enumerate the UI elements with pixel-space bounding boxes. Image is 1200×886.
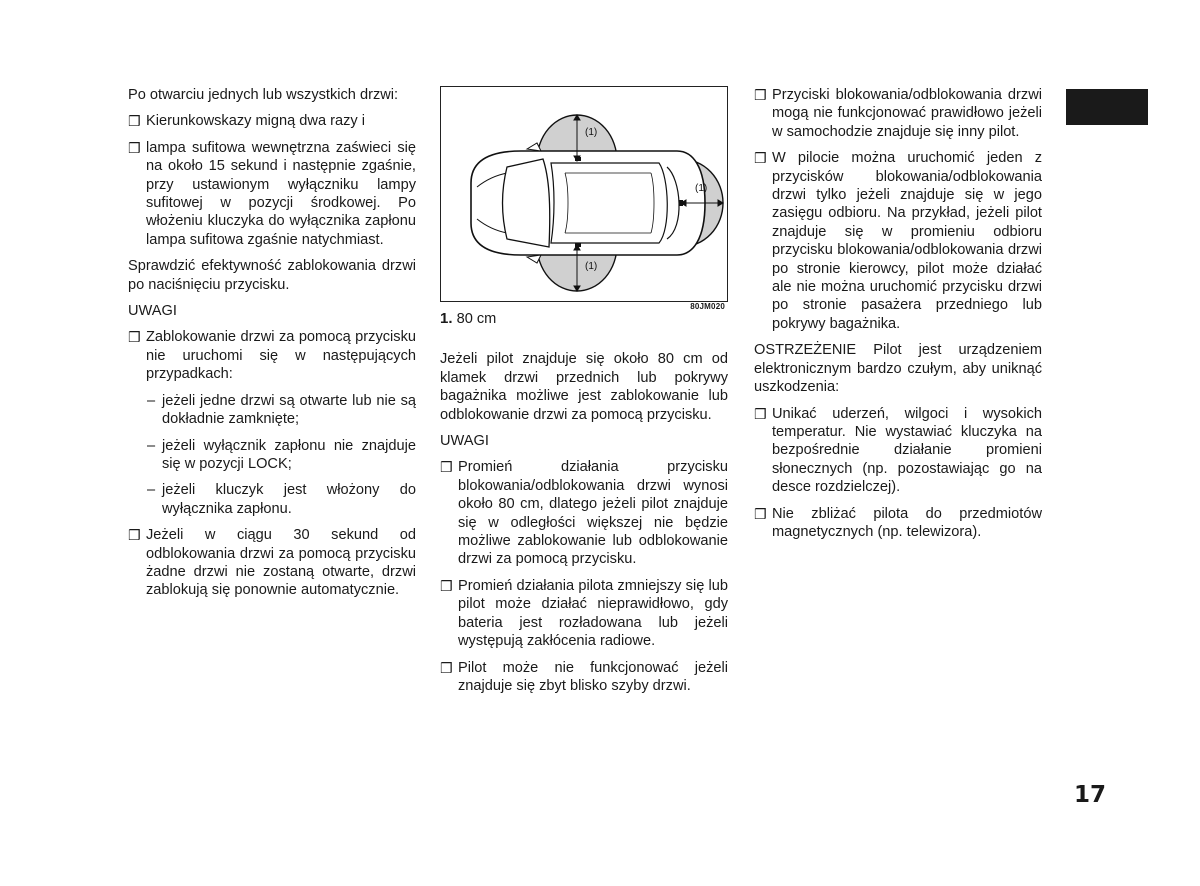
- column-3: [754, 86, 1042, 549]
- warning-text: OSTRZEŻENIE Pilot jest urządzeniem elektronicznym bardzo czułym, aby uniknąć uszkodzenia:: [754, 342, 1042, 396]
- dash-bullet-icon: –: [147, 482, 156, 499]
- section-tab: [1066, 89, 1148, 125]
- list-item: ❒ Promień działania przycisku blokowania/odblokowania drzwi wynosi około 80 cm, dlatego jeżeli pilot znajduje się w odległości większej nie będzie możliwe zablokowanie lub odblokowanie drzwi za pomocą przycisku.: [440, 459, 728, 568]
- dash-item: – jeżeli kluczyk jest włożony do wyłącznika zapłonu.: [147, 482, 416, 517]
- checkbox-bullet-icon: ❒: [128, 113, 141, 130]
- checkbox-bullet-icon: ❒: [128, 329, 141, 346]
- dash-bullet-icon: –: [147, 392, 156, 409]
- checkbox-bullet-icon: ❒: [128, 139, 141, 156]
- checkbox-bullet-icon: ❒: [440, 459, 453, 476]
- caption-number: 1.: [440, 310, 453, 327]
- checkbox-bullet-icon: ❒: [754, 150, 767, 167]
- car-diagram: [441, 87, 727, 301]
- label-top: (1): [585, 127, 598, 138]
- checkbox-bullet-icon: ❒: [128, 527, 141, 544]
- notes-heading: UWAGI: [440, 433, 489, 450]
- car-range-figure: [440, 86, 728, 311]
- list-item: ❒ Zablokowanie drzwi za pomocą przycisku nie uruchomi się w następujących przypadkach:: [128, 329, 416, 383]
- checkbox-bullet-icon: ❒: [754, 405, 767, 422]
- checkbox-bullet-icon: ❒: [754, 87, 767, 103]
- checkbox-bullet-icon: ❒: [754, 505, 767, 522]
- figure-caption: [440, 310, 728, 328]
- dash-item: – jeżeli jedne drzwi są otwarte lub nie są dokładnie zamknięte;: [147, 392, 416, 428]
- dash-item: – jeżeli wyłącznik zapłonu nie znajduje się w pozycji LOCK;: [147, 437, 416, 472]
- list-item: ❒ Przyciski blokowania/odblokowania drzwi mogą nie funkcjonować prawidłowo jeżeli w samochodzie znajduje się inny pilot.: [754, 87, 1042, 140]
- list-item: ❒ Nie zbliżać pilota do przedmiotów magnetycznych (np. telewizora).: [754, 505, 1042, 540]
- page-number: 17: [1074, 782, 1107, 808]
- list-item: ❒ Jeżeli w ciągu 30 sekund od odblokowania drzwi za pomocą przycisku żadne drzwi nie zostaną otwarte, drzwi zablokują się ponownie automatycznie.: [128, 527, 416, 599]
- list-item: ❒ lampa sufitowa wewnętrzna zaświeci się na około 15 sekund i następnie zgaśnie, przy ustawionym wyłączniku lampy sufitowej w pozycji środkowej. Po włożeniu kluczyka do wyłącznika zapłonu lampa sufitowa zgaśnie natychmiast.: [128, 139, 416, 248]
- list-item: ❒ Pilot może nie funkcjonować jeżeli znajduje się zbyt blisko szyby drzwi.: [440, 659, 728, 694]
- dash-bullet-icon: –: [147, 437, 156, 454]
- column-2: [440, 86, 728, 703]
- intro-text: Po otwarciu jednych lub wszystkich drzwi:: [128, 87, 399, 103]
- label-bottom: (1): [585, 261, 598, 272]
- list-item: ❒ Promień działania pilota zmniejszy się lub pilot może działać nieprawidłowo, gdy bateria jest rozładowana lub jeżeli występują zakłócenia radiowe.: [440, 577, 728, 650]
- column-1: [128, 86, 416, 608]
- caption-text: 80 cm: [456, 311, 497, 327]
- figure-code: 80JM020: [690, 301, 725, 311]
- list-item: ❒ Unikać uderzeń, wilgoci i wysokich temperatur. Nie wystawiać kluczyka na bezpośrednie działanie promieni słonecznych (np. pozostawiając go na desce rozdzielczej).: [754, 405, 1042, 496]
- label-right: (1): [695, 183, 708, 194]
- list-item: ❒ W pilocie można uruchomić jeden z przycisków blokowania/odblokowania drzwi tylko jeżeli znajduje się w jego zasięgu odbioru. Na przykład, jeżeli pilot znajduje się w promieniu odbioru przycisku blokowania/odblokowania drzwi po stronie kierowcy, pilot może działać ale nie można uruchomić przycisku drzwi po stronie pasażera przedniego lub pokrywy bagażnika.: [754, 150, 1042, 332]
- list-item: ❒ Kierunkowskazy migną dwa razy i: [128, 113, 365, 130]
- range-paragraph: Jeżeli pilot znajduje się około 80 cm od klamek drzwi przednich lub pokrywy bagażnika możliwe jest zablokowanie lub odblokowanie drzwi za pomocą przycisku.: [440, 351, 728, 423]
- checkbox-bullet-icon: ❒: [440, 577, 453, 594]
- car-roof: [551, 163, 667, 243]
- car-windshield: [503, 159, 550, 247]
- checkbox-bullet-icon: ❒: [440, 659, 453, 676]
- notes-heading: UWAGI: [128, 303, 177, 320]
- check-text: Sprawdzić efektywność zablokowania drzwi po naciśnięciu przycisku.: [128, 258, 416, 293]
